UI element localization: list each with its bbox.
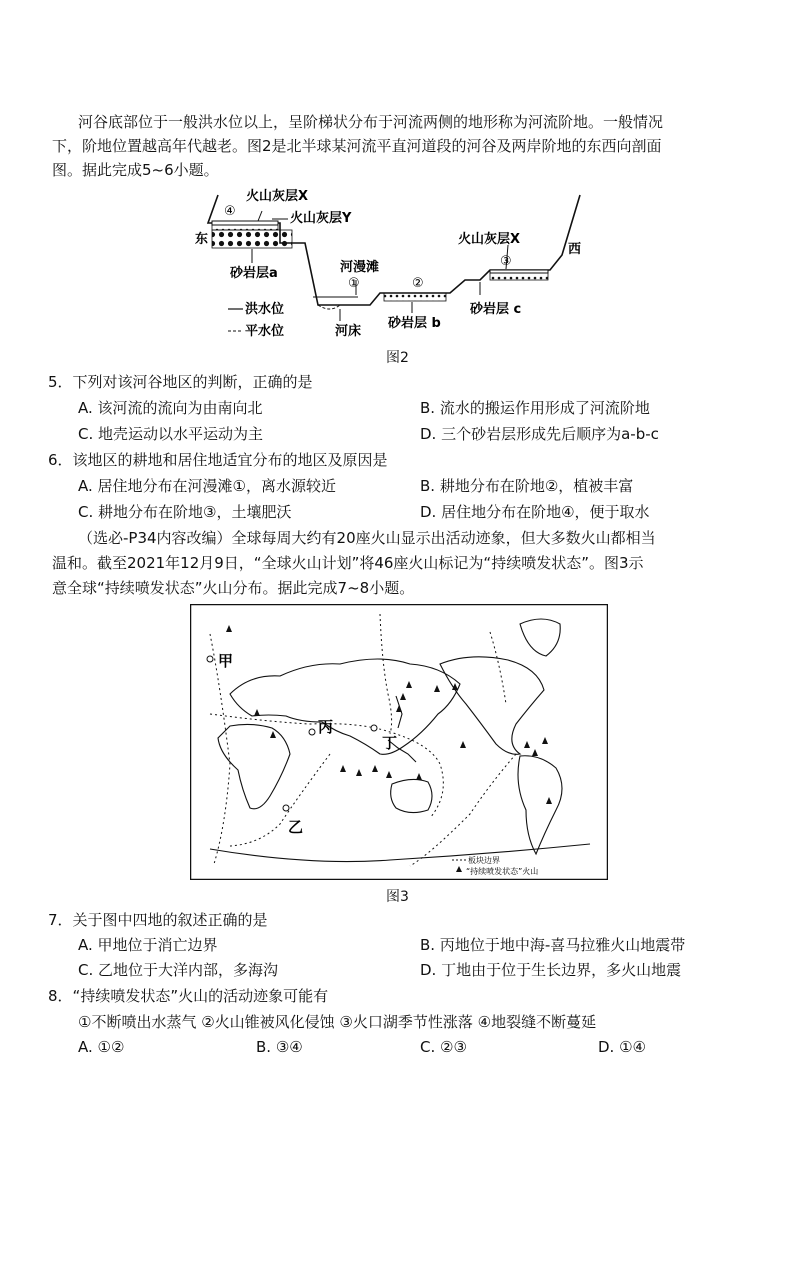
- label-n3: ③: [500, 254, 512, 269]
- label-jia: 甲: [218, 652, 234, 670]
- q5-stem: 5．下列对该河谷地区的判断，正确的是: [48, 373, 313, 391]
- ash-layer-y: [212, 225, 278, 230]
- label-bing: 丙: [318, 718, 334, 736]
- q7-stem: 7．关于图中四地的叙述正确的是: [48, 911, 268, 929]
- label-sandstone-c: 砂岩层 c: [470, 302, 522, 317]
- q8-option-b[interactable]: B. ③④: [256, 1038, 303, 1056]
- label-n1: ①: [348, 276, 360, 291]
- label-ding: 丁: [382, 734, 398, 752]
- q6-option-d[interactable]: D. 居住地分布在阶地④，便于取水: [420, 503, 650, 521]
- label-west: 西: [568, 242, 582, 257]
- q8-option-c[interactable]: C. ②③: [420, 1038, 467, 1056]
- label-ash-x-left: 火山灰层X: [246, 189, 309, 204]
- q7-option-d[interactable]: D. 丁地由于位于生长边界，多火山地震: [420, 961, 682, 979]
- legend-volcano: “持续喷发状态”火山: [466, 867, 539, 876]
- figure-3-caption: 图3: [386, 889, 409, 905]
- label-riverbed: 河床: [335, 324, 362, 339]
- sandstone-b: [384, 293, 446, 301]
- q5-option-d[interactable]: D. 三个砂岩层形成先后顺序为a-b-c: [420, 425, 659, 443]
- intro1-line3: 图。据此完成5~6小题。: [52, 161, 219, 179]
- sandstone-a: [212, 230, 292, 248]
- label-n4: ④: [224, 204, 236, 219]
- q7-option-b[interactable]: B. 丙地位于地中海-喜马拉雅火山地震带: [420, 936, 686, 954]
- label-ash-x-right: 火山灰层X: [458, 232, 521, 247]
- intro1-line2: 下，阶地位置越高年代越老。图2是北半球某河流平直河道段的河谷及两岸阶地的东西向剖面: [52, 137, 662, 155]
- ash-layer-x-right: [490, 270, 548, 273]
- label-normal-level: 平水位: [245, 324, 285, 339]
- q5-option-b[interactable]: B. 流水的搬运作用形成了河流阶地: [420, 399, 650, 417]
- label-yi: 乙: [288, 818, 304, 836]
- intro2-line1: （选必-P34内容改编）全球每周大约有20座火山显示出活动迹象，但大多数火山都相当: [78, 529, 656, 547]
- figure-2-caption: 图2: [386, 350, 409, 366]
- q5-option-a[interactable]: A. 该河流的流向为由南向北: [78, 399, 263, 417]
- figure-2-river-terrace-profile: [190, 185, 610, 345]
- q6-option-c[interactable]: C. 耕地分布在阶地③，土壤肥沃: [78, 503, 292, 521]
- legend-boundary: 板块边界: [468, 856, 500, 865]
- q8-items: ①不断喷出水蒸气 ②火山锥被风化侵蚀 ③火口湖季节性涨落 ④地裂缝不断蔓延: [78, 1013, 597, 1031]
- label-ash-y: 火山灰层Y: [290, 211, 352, 226]
- sandstone-c: [490, 273, 548, 280]
- intro1-line1: 河谷底部位于一般洪水位以上，呈阶梯状分布于河流两侧的地形称为河流阶地。一般情况: [78, 113, 664, 131]
- figure-3-world-volcano-map: [190, 604, 608, 880]
- q5-option-c[interactable]: C. 地壳运动以水平运动为主: [78, 425, 264, 443]
- label-sandstone-b: 砂岩层 b: [388, 316, 441, 331]
- valley-profile-line: [208, 195, 580, 305]
- q6-option-b[interactable]: B. 耕地分布在阶地②，植被丰富: [420, 477, 634, 495]
- q7-option-a[interactable]: A. 甲地位于消亡边界: [78, 936, 218, 954]
- q8-option-a[interactable]: A. ①②: [78, 1038, 125, 1056]
- ash-layer-x-left: [212, 221, 278, 225]
- q6-option-a[interactable]: A. 居住地分布在河漫滩①，离水源较近: [78, 477, 336, 495]
- label-n2: ②: [412, 276, 424, 291]
- intro2-line2: 温和。截至2021年12月9日，“全球火山计划”将46座火山标记为“持续喷发状态”。图3示: [52, 554, 644, 572]
- label-east: 东: [195, 232, 209, 247]
- q8-stem: 8．“持续喷发状态”火山的活动迹象可能有: [48, 987, 329, 1005]
- label-flood-level: 洪水位: [245, 302, 285, 317]
- label-floodplain: 河漫滩: [340, 260, 380, 275]
- q7-option-c[interactable]: C. 乙地位于大洋内部，多海沟: [78, 961, 279, 979]
- q6-stem: 6．该地区的耕地和居住地适宜分布的地区及原因是: [48, 451, 388, 469]
- intro2-line3: 意全球“持续喷发状态”火山分布。据此完成7~8小题。: [52, 579, 415, 597]
- q8-option-d[interactable]: D. ①④: [598, 1038, 646, 1056]
- label-sandstone-a: 砂岩层a: [230, 266, 278, 281]
